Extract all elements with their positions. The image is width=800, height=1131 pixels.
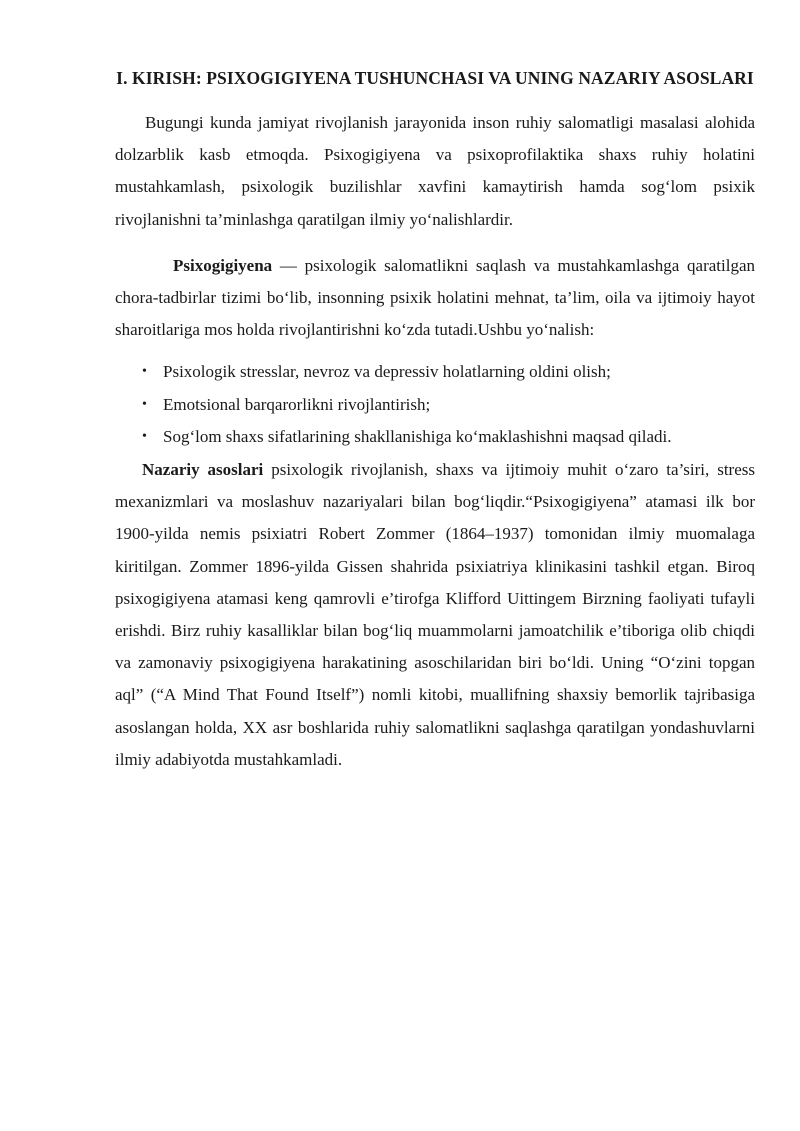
theory-paragraph — [115, 454, 755, 776]
intro-paragraph: Bugungi kunda jamiyat rivojlanish jarayonida inson ruhiy salomatligi masalasi alohida dolzarblik kasb etmoqda. Psixogigiyena va psixoprofilaktika shaxs ruhiy holatini mustahkamlash, psixologik buzilishlar xavfini kamaytirish hamda sog‘lom psixik rivojlanishni ta’minlashga qaratilgan ilmiy yo‘nalishlardir. — [115, 113, 755, 229]
theory-text: psixologik rivojlanish, shaxs va ijtimoiy muhit o‘zaro ta’siri, stress mexanizmlari va moslashuv nazariyalari bilan bog‘liqdir.“Psixogigiyena” atamasi ilk bor 1900-yilda nemis psixiatri Robert Zommer (1864–1937) tomonidan ilmiy muomalaga kiritilgan. Zommer 1896-yilda Gissen shahrida psixiatriya klinikasini tashkil etgan. Biroq psixogigiyena atamasi keng qamrovli e’tirofga Klifford Uittingem Birzning faoliyati tufayli erishdi. Birz ruhiy kasalliklar bilan bog‘liq muammolarni jamoatchilik e’tiboriga olib chiqdi va zamonaviy psixogigiyena harakatining asoschilaridan biri bo‘ldi. Uning “O‘zini topgan aql” (“A Mind That Found Itself”) nomli kitobi, muallifning shaxsiy bemorlik tajribasiga asoslangan holda, XX asr boshlarida ruhiy salomatlikni saqlashga qaratilgan yondashuvlarni ilmiy adabiyotda mustahkamladi. — [115, 459, 755, 769]
document-page — [115, 62, 755, 776]
definition-text: — psixologik salomatlikni saqlash va mustahkamlashga qaratilgan chora-tadbirlar tizimi bo‘lib, insonning psixik holatini mehnat, ta’lim, oila va ijtimoiy hayot sharoitlariga mos holda rivojlantirishni ko‘zda tutadi.Ushbu yo‘nalish: — [115, 255, 755, 340]
list-item — [115, 356, 755, 389]
definition-term: Psixogigiyena — [173, 255, 273, 275]
list-item-text: Sog‘lom shaxs sifatlarining shakllanishiga ko‘maklashishni maqsad qiladi. — [163, 427, 672, 447]
page-title: I. KIRISH: PSIXOGIGIYENA TUSHUNCHASI VA UNING NAZARIY ASOSLARI — [116, 68, 754, 88]
definition-paragraph — [115, 250, 755, 347]
bullet-icon: • — [142, 364, 147, 380]
goals-list — [115, 356, 755, 454]
bullet-icon: • — [142, 396, 147, 412]
list-item — [115, 421, 755, 454]
list-item — [115, 389, 755, 422]
bullet-icon: • — [142, 429, 147, 445]
list-item-text: Emotsional barqarorlikni rivojlantirish; — [163, 394, 431, 414]
list-item-text: Psixologik stresslar, nevroz va depressiv holatlarning oldini olish; — [163, 362, 611, 382]
theory-term: Nazariy asoslari — [142, 459, 264, 479]
